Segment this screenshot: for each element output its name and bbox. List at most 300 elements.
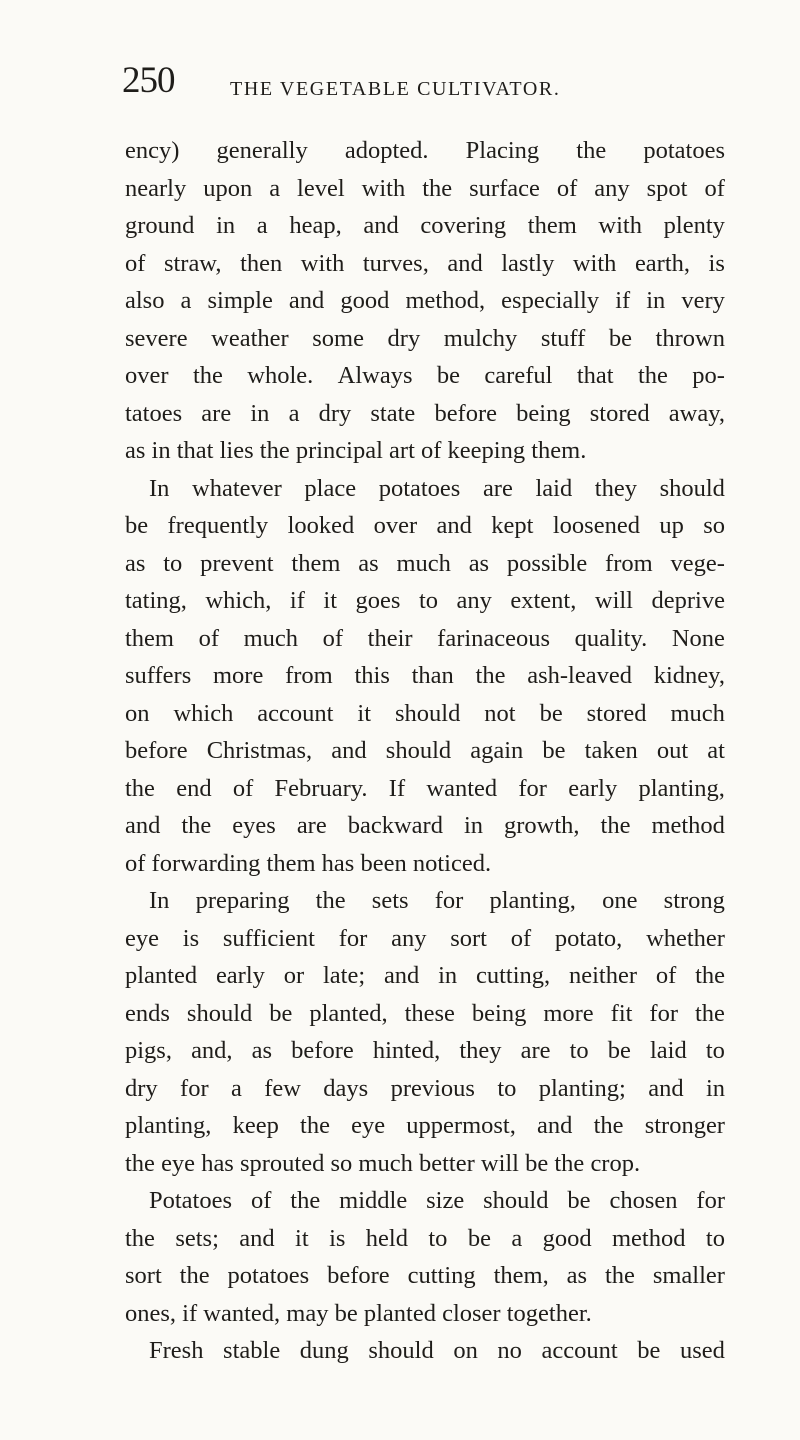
word: if [615, 287, 631, 314]
word: potatoes [378, 474, 461, 502]
word: also [125, 287, 165, 314]
word: has [321, 849, 361, 877]
word: backward [347, 812, 443, 839]
word: farinaceous [437, 624, 551, 652]
word: simple [207, 287, 273, 314]
word: any [594, 174, 630, 202]
word: ones, [125, 1299, 183, 1327]
word: better [418, 1149, 481, 1177]
text-line [125, 207, 725, 245]
word: sprouted [239, 1149, 331, 1177]
word: adopted. [344, 137, 429, 164]
word: tating, [125, 587, 187, 614]
word: straw, [163, 249, 222, 277]
word: level [297, 174, 345, 202]
word: method [612, 1224, 686, 1252]
word: very [681, 287, 725, 314]
word: ground [125, 212, 195, 239]
word: weather [211, 324, 289, 352]
word: and [436, 512, 472, 539]
word: ency) [125, 137, 180, 164]
word: which [173, 699, 234, 727]
word: the [576, 137, 607, 164]
word: None [671, 624, 725, 652]
text-line [125, 995, 725, 1033]
word: severe [125, 324, 188, 352]
word: more [543, 999, 594, 1027]
word: preparing [195, 887, 290, 914]
word: chosen [609, 1187, 678, 1214]
text-line [125, 170, 725, 208]
word: they [594, 474, 637, 502]
word: smaller [652, 1262, 725, 1289]
word: in [463, 812, 483, 839]
word: surface [469, 174, 540, 202]
word: any [456, 587, 492, 614]
word: more [212, 662, 264, 689]
word: of [125, 249, 146, 277]
word: planting; [538, 1074, 626, 1102]
word: to [163, 549, 183, 577]
word: early [215, 962, 265, 989]
word: in [151, 437, 177, 464]
word: keep [232, 1112, 279, 1139]
word: stored [586, 699, 647, 727]
word: noticed. [412, 849, 492, 877]
word: for [649, 999, 678, 1027]
word: are [520, 1037, 551, 1064]
word: planted, [309, 999, 388, 1027]
word: place [304, 474, 357, 502]
word: for [180, 1074, 209, 1102]
word: possible [506, 549, 588, 577]
word: on [125, 699, 150, 727]
word: will [594, 587, 633, 614]
word: at [707, 737, 725, 764]
word: as [566, 1262, 588, 1289]
word: much [396, 549, 451, 577]
word: crop. [590, 1149, 641, 1177]
word: especially [501, 287, 600, 314]
word: ends [125, 999, 170, 1027]
text-line [125, 1182, 725, 1220]
word: has [201, 1149, 240, 1177]
word: a [288, 399, 300, 427]
word: sufficient [222, 924, 315, 952]
word: in [705, 1074, 725, 1102]
word: of [250, 1187, 272, 1214]
word: that [576, 362, 614, 389]
word: planting, [489, 887, 576, 914]
word: over [125, 362, 169, 389]
word: and [288, 287, 325, 314]
word: no [497, 1337, 522, 1364]
word: be [637, 1337, 661, 1364]
word: lastly [501, 249, 555, 277]
word: is [329, 1224, 346, 1252]
word: of [421, 437, 448, 464]
word: uppermost, [406, 1112, 516, 1139]
word: planting, [125, 1112, 212, 1139]
word: generally [216, 137, 308, 164]
word: their [367, 624, 413, 652]
word: of [232, 774, 254, 802]
word: covering [420, 212, 507, 239]
word: whether [646, 924, 725, 952]
word: the [259, 437, 296, 464]
word: be [436, 362, 461, 389]
word: been [360, 849, 413, 877]
word: sort [450, 924, 487, 952]
word: suffers [125, 662, 192, 689]
word: much [358, 1149, 419, 1177]
word: earth, [634, 249, 691, 277]
word: fit [610, 999, 633, 1027]
word: before [291, 1037, 354, 1064]
word: potatoes [227, 1262, 310, 1289]
text-line [125, 807, 725, 845]
word: and, [191, 1037, 233, 1064]
word: then [240, 249, 283, 277]
word: art [389, 437, 421, 464]
word: Potatoes [149, 1187, 233, 1214]
word: sets [371, 887, 409, 914]
word: in [646, 287, 666, 314]
word: dry [318, 399, 352, 427]
text-line [125, 357, 725, 395]
word: be [539, 699, 563, 727]
word: Placing [465, 137, 540, 164]
word: as [251, 1037, 273, 1064]
word: any [391, 924, 427, 952]
word: state [370, 399, 416, 427]
word: growth, [503, 812, 580, 839]
word: Always [337, 362, 413, 389]
word: a [511, 1224, 523, 1252]
word: the [179, 1262, 210, 1289]
text-line [125, 320, 725, 358]
word: and [447, 249, 483, 277]
word: be [608, 324, 632, 352]
word: a [230, 1074, 242, 1102]
word: turves, [362, 249, 429, 277]
word: be [269, 999, 293, 1027]
word: much [243, 624, 299, 652]
word: to [705, 1224, 725, 1252]
word: and [383, 962, 420, 989]
word: will [480, 1149, 526, 1177]
word: size [426, 1187, 465, 1214]
word: to [569, 1037, 589, 1064]
word: be [334, 1299, 364, 1327]
word: them. [531, 437, 587, 464]
word: the [422, 174, 453, 202]
word: this [354, 662, 390, 689]
word: should [659, 474, 725, 502]
word: cutting, [476, 962, 551, 989]
word: good [542, 1224, 592, 1252]
word: them [527, 212, 577, 239]
word: with [598, 212, 642, 239]
word: some [312, 324, 364, 352]
word: whole. [247, 362, 314, 389]
word: closer [442, 1299, 507, 1327]
word: from [285, 662, 333, 689]
word: before [434, 399, 498, 427]
text-line [125, 695, 725, 733]
word: away, [668, 399, 725, 427]
word: a [256, 212, 268, 239]
word: the [181, 812, 212, 839]
text-line [125, 732, 725, 770]
word: If [388, 774, 406, 802]
word: stable [223, 1337, 281, 1364]
word: frequently [167, 512, 269, 539]
word: these [404, 999, 455, 1027]
word: to [705, 1037, 725, 1064]
word: laid [649, 1037, 687, 1064]
word: used [680, 1337, 725, 1364]
word: so [330, 1149, 359, 1177]
word: the [637, 362, 668, 389]
word: thrown [655, 324, 725, 352]
word: good [340, 287, 390, 314]
word: potato, [554, 924, 623, 952]
word: dry [125, 1074, 158, 1102]
word: for [518, 774, 547, 802]
word: potatoes [643, 137, 725, 164]
word: vege- [670, 549, 725, 577]
word: of [704, 174, 725, 202]
word: plenty [663, 212, 725, 239]
text-line [125, 132, 725, 170]
text-line [125, 507, 725, 545]
word: that [176, 437, 220, 464]
word: should [385, 737, 452, 764]
word: than [411, 662, 454, 689]
running-head [122, 62, 722, 112]
word: method [651, 812, 725, 839]
word: the [300, 1112, 330, 1139]
word: which, [205, 587, 272, 614]
word: lies [219, 437, 260, 464]
word: keeping [447, 437, 532, 464]
word: principal [295, 437, 390, 464]
word: wanted [426, 774, 498, 802]
text-line [125, 582, 725, 620]
word: as [468, 549, 490, 577]
word: may [286, 1299, 335, 1327]
word: planted [125, 962, 198, 989]
word: be [607, 1037, 631, 1064]
word: eye [125, 924, 159, 952]
text-line [125, 470, 725, 508]
word: in [250, 399, 270, 427]
word: with [361, 174, 406, 202]
word: before [125, 737, 188, 764]
word: the [125, 1224, 155, 1252]
word: spot [646, 174, 688, 202]
word: eye [161, 1149, 202, 1177]
word: account [257, 699, 334, 727]
word: early [568, 774, 618, 802]
word: laid [535, 474, 573, 502]
word: the [125, 1149, 162, 1177]
word: planted [363, 1299, 443, 1327]
word: and [537, 1112, 573, 1139]
text-line [125, 657, 725, 695]
word: February. [274, 774, 368, 802]
word: to [418, 587, 438, 614]
word: much [670, 699, 725, 727]
word: ash-leaved [527, 662, 632, 689]
word: out [656, 737, 689, 764]
word: to [497, 1074, 517, 1102]
word: sort [125, 1262, 162, 1289]
word: as [125, 437, 152, 464]
text-line [125, 620, 725, 658]
word: In [149, 887, 170, 914]
word: being [471, 999, 527, 1027]
word: dry [387, 324, 421, 352]
text-line [125, 1257, 725, 1295]
word: and [239, 1224, 275, 1252]
word: cutting [407, 1262, 476, 1289]
word: of [125, 849, 152, 877]
word: of [322, 624, 344, 652]
word: deprive [651, 587, 725, 614]
word: in [216, 212, 236, 239]
word: extent, [510, 587, 577, 614]
word: the [554, 1149, 591, 1177]
word: the [192, 362, 223, 389]
text-line [125, 245, 725, 283]
word: stuff [540, 324, 586, 352]
word: goes [355, 587, 401, 614]
word: kept [491, 512, 534, 539]
text-line [125, 545, 725, 583]
word: from [605, 549, 653, 577]
word: being [516, 399, 571, 427]
word: together. [506, 1299, 592, 1327]
word: them [291, 549, 341, 577]
word: before [327, 1262, 390, 1289]
word: careful [484, 362, 553, 389]
word: as [358, 549, 379, 577]
word: are [482, 474, 513, 502]
word: the [315, 887, 346, 914]
word: account [541, 1337, 618, 1364]
word: one [602, 887, 638, 914]
word: end [176, 774, 212, 802]
word: should [483, 1187, 549, 1214]
word: Christmas, [206, 737, 313, 764]
word: a [269, 174, 281, 202]
word: a [180, 287, 192, 314]
word: pigs, [125, 1037, 172, 1064]
word: late; [322, 962, 366, 989]
word: po- [692, 362, 725, 389]
text-line [125, 1070, 725, 1108]
word: with [300, 249, 345, 277]
text-line [125, 845, 725, 883]
word: and [331, 737, 367, 764]
word: is [708, 249, 725, 277]
word: the [125, 774, 155, 802]
word: the [593, 1112, 624, 1139]
word: not [484, 699, 516, 727]
word: days [323, 1074, 369, 1102]
text-line [125, 1107, 725, 1145]
word: loosened [552, 512, 640, 539]
word: stored [589, 399, 650, 427]
word: for [434, 887, 464, 914]
word: hinted, [372, 1037, 441, 1064]
word: mulchy [443, 324, 518, 352]
text-line [125, 432, 725, 470]
word: strong [663, 887, 725, 914]
word: to [428, 1224, 448, 1252]
word: the [290, 1187, 321, 1214]
word: it [323, 587, 338, 614]
text-line [125, 1032, 725, 1070]
text-line [125, 770, 725, 808]
word: should [368, 1337, 434, 1364]
word: looked [287, 512, 355, 539]
word: heap, [289, 212, 342, 239]
word: the [475, 662, 506, 689]
word: with [572, 249, 617, 277]
word: neither [568, 962, 638, 989]
word: of [198, 624, 220, 652]
word: the [600, 812, 631, 839]
word: and [125, 812, 161, 839]
word: prevent [200, 549, 274, 577]
word: In [149, 474, 170, 502]
word: are [201, 399, 232, 427]
word: be [125, 512, 149, 539]
word: held [365, 1224, 408, 1252]
word: is [182, 924, 200, 952]
word: should [395, 699, 461, 727]
running-title: THE VEGETABLE CULTIVATOR. [230, 78, 561, 100]
word: over [373, 512, 418, 539]
word: upon [203, 174, 253, 202]
word: of [655, 962, 677, 989]
text-line [125, 1220, 725, 1258]
word: forwarding [151, 849, 267, 877]
word: or [283, 962, 305, 989]
word: of [556, 174, 578, 202]
word: be [467, 1224, 491, 1252]
text-line [125, 1145, 725, 1183]
word: them [266, 849, 322, 877]
word: it [357, 699, 372, 727]
word: method, [405, 287, 486, 314]
word: they [459, 1037, 502, 1064]
body-text [125, 132, 725, 1370]
word: sets; [175, 1224, 219, 1252]
text-line [125, 395, 725, 433]
word: planting, [638, 774, 725, 802]
word: dung [299, 1337, 349, 1364]
word: stronger [644, 1112, 725, 1139]
word: quality. [574, 624, 648, 652]
text-line [125, 957, 725, 995]
word: as [125, 549, 146, 577]
word: eye [351, 1112, 386, 1139]
text-line [125, 882, 725, 920]
